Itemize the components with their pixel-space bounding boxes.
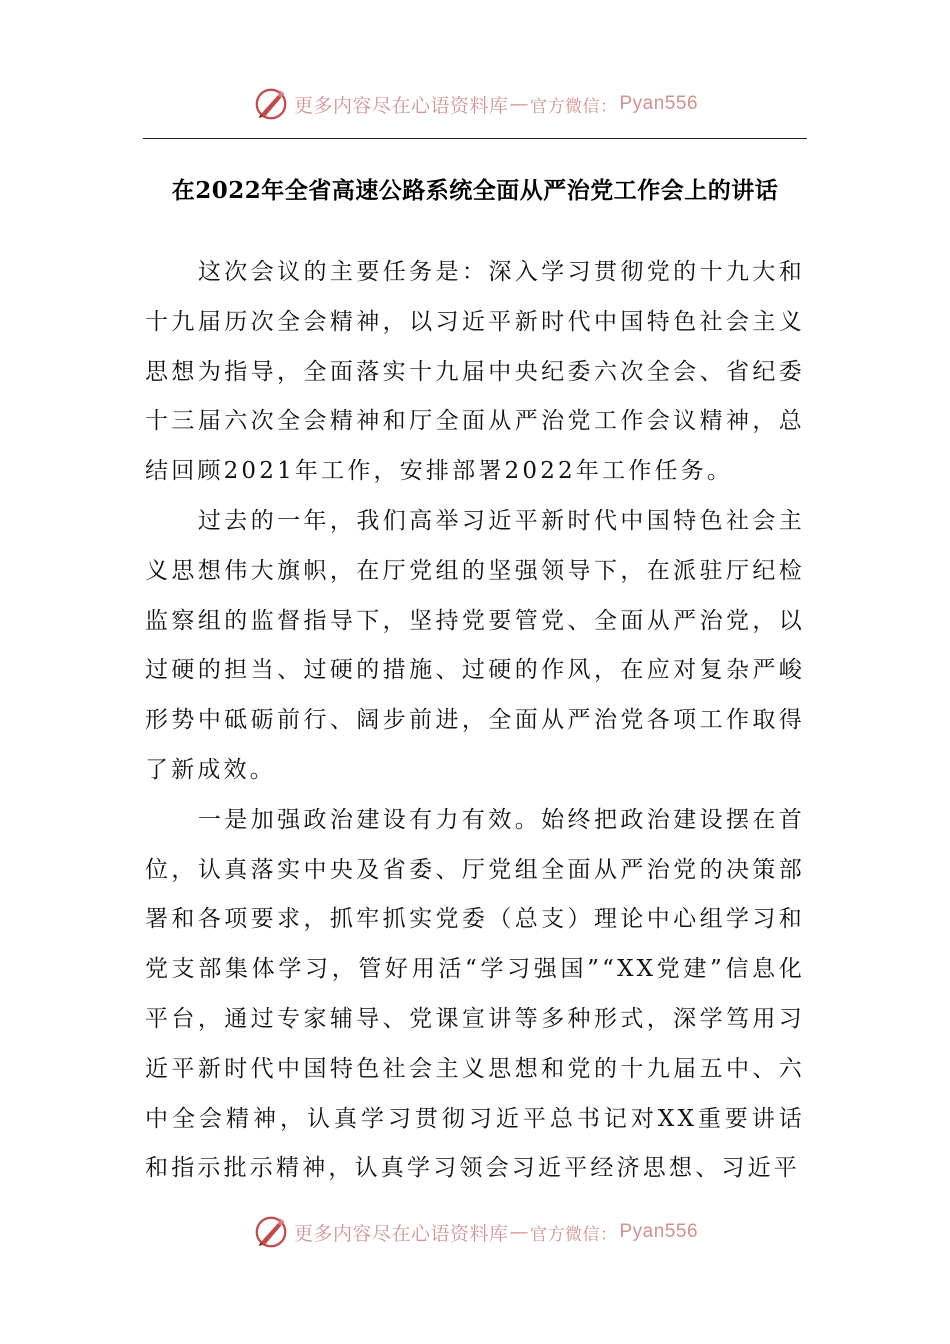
paragraph-2 [145,497,805,796]
watermark-label: 官方微信： [530,1224,618,1245]
watermark-wechat-id: Pyan556 [619,93,699,114]
watermark-label: 官方微信： [530,96,618,117]
watermark-main-text: 更多内容尽在心语资料库 [293,1222,509,1245]
watermark-wechat-id: Pyan556 [619,1221,699,1242]
paragraph-3 [145,796,805,1194]
footer-watermark [0,1212,950,1252]
pen-logo-icon [252,1213,290,1251]
watermark-separator: — [509,93,529,115]
paragraph-3-lead: 一是加强政治建设有力有效。 [197,806,542,833]
paragraph-1 [145,248,805,497]
header-watermark [0,84,950,124]
watermark-separator: — [509,1221,529,1243]
document-body [145,248,805,1194]
pen-logo-icon [252,85,290,123]
paragraph-3-text: 始终把政治建设摆在首位，认真落实中央及省委、厅党组全面从严治党的决策部署和各项要求，抓牢抓实党委（总支）理论中心组学习和党支部集体学习，管好用活“学习强国”“XX党建”信息化平台，通过专家辅导、党课宣讲等多种形式，深学笃用习近平新时代中国特色社会主义思想和党的十九届五中、六中全会精神，认真学习贯彻习近平总书记对XX重要讲话和指示批示精神，认真学习领会习近平经济思想、习近平 [145,806,805,1182]
document-title: 在2022年全省高速公路系统全面从严治党工作会上的讲话 [171,177,779,204]
paragraph-1-text: 这次会议的主要任务是：深入学习贯彻党的十九大和十九届历次全会精神，以习近平新时代中国特色社会主义思想为指导，全面落实十九届中央纪委六次全会、省纪委十三届六次全会精神和厅全面从严治党工作会议精神，总结回顾2021年工作，安排部署2022年工作任务。 [145,259,805,485]
watermark-main-text: 更多内容尽在心语资料库 [293,94,509,117]
header-divider [143,138,807,139]
paragraph-2-text: 过去的一年，我们高举习近平新时代中国特色社会主义思想伟大旗帜，在厅党组的坚强领导下，在派驻厅纪检监察组的监督指导下，坚持党要管党、全面从严治党，以过硬的担当、过硬的措施、过硬的作风，在应对复杂严峻形势中砥砺前行、阔步前进，全面从严治党各项工作取得了新成效。 [145,507,805,783]
